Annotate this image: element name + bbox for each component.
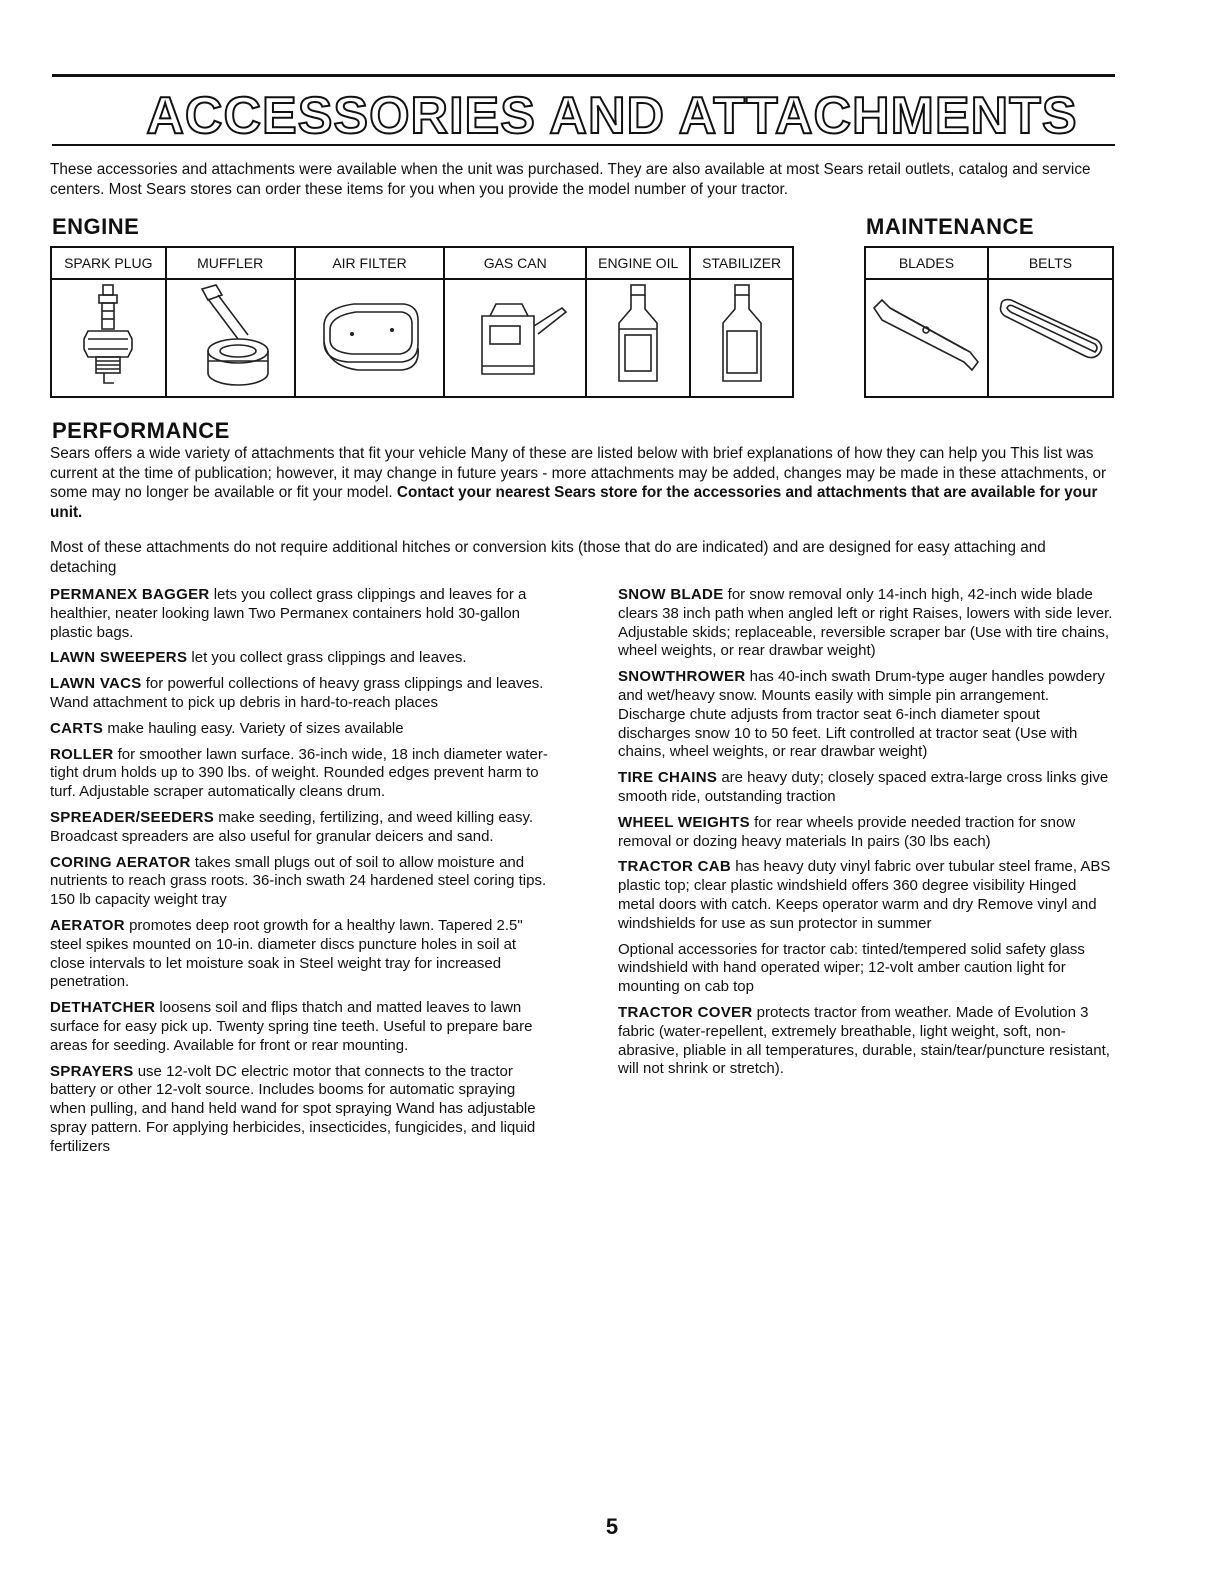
item-name: WHEEL WEIGHTS <box>618 813 750 831</box>
list-item <box>50 809 548 847</box>
list-item <box>618 814 1114 852</box>
spark-plug-cell <box>51 279 166 397</box>
item-name: SNOWTHROWER <box>618 668 746 686</box>
list-item <box>618 858 1114 933</box>
maintenance-heading: MAINTENANCE <box>866 214 1035 239</box>
item-name: SPREADER/SEEDERS <box>50 808 215 826</box>
item-name: ROLLER <box>50 745 114 763</box>
item-name: AERATOR <box>50 916 125 934</box>
item-text: takes small plugs out of soil to allow moisture and nutrients to reach grass roots. 36-inch swath 24 hardened steel coring tips. 150 lb capacity weight tray <box>50 853 547 909</box>
list-item <box>50 675 548 713</box>
air-filter-icon <box>312 286 428 386</box>
item-name: SPRAYERS <box>50 1062 134 1080</box>
list-item <box>50 999 548 1055</box>
item-name: SNOW BLADE <box>618 586 724 603</box>
performance-heading: PERFORMANCE <box>52 418 230 443</box>
item-text: has 40-inch swath Drum-type auger handles powdery and wet/heavy snow. Mounts easily with simple pin arrangement. Discharge chute adjusts from tractor seat 6-inch diameter spout discharges snow 10 to 50 feet. Lift controlled at tractor seat (Use with chains, wheel weights, or rear drawbar weight) <box>618 668 1105 761</box>
air-filter-cell <box>295 279 444 397</box>
belts-cell <box>988 279 1113 397</box>
engine-oil-icon <box>603 281 673 391</box>
item-text: make hauling easy. Variety of sizes available <box>107 719 404 737</box>
top-rule <box>52 74 1115 77</box>
list-item <box>618 941 1114 997</box>
blades-cell <box>865 279 988 397</box>
list-item <box>618 586 1114 661</box>
item-text: has heavy duty vinyl fabric over tubular steel frame, ABS plastic top; clear plastic windshield offers 360 degree visibility Hinged metal doors with catch. Keeps operator warm and dry Remove vinyl and windshields for use as sun protector in summer <box>618 858 1111 932</box>
item-name: LAWN SWEEPERS <box>50 649 188 667</box>
item-name: TRACTOR CAB <box>618 858 732 876</box>
item-text: use 12-volt DC electric motor that connects to the tractor battery or other 12-volt source. Includes booms for automatic spraying when pulling, and hand held wand for spot spraying Wand has adjustable spray pattern. For applying herbicides, insecticides, fungicides, and liquid fertilizers <box>50 1062 536 1155</box>
item-text: are heavy duty; closely spaced extra-large cross links give smooth ride, outstanding traction <box>618 769 1109 805</box>
right-column <box>618 586 1114 1086</box>
performance-intro <box>50 444 1114 522</box>
item-text: for rear wheels provide needed traction for snow removal or dozing heavy materials In pairs (30 lbs each) <box>618 813 1076 850</box>
item-text: let you collect grass clippings and leaves. <box>191 649 467 667</box>
page-number: 5 <box>605 1514 619 1539</box>
item-name: DETHATCHER <box>50 999 156 1017</box>
item-name: CORING AERATOR <box>50 853 191 871</box>
item-text: make seeding, fertilizing, and weed killing easy. Broadcast spreaders are also useful for granular deicers and sand. <box>50 808 534 845</box>
item-text: lets you collect grass clippings and leaves for a healthier, neater looking lawn Two Permanex containers hold 30-gallon plastic bags. <box>50 586 527 641</box>
stabilizer-cell <box>690 279 793 397</box>
item-text: loosens soil and flips thatch and matted leaves to lawn surface for easy pick up. Twenty spring tine teeth. Useful to prepare bare areas for seeding. Available for front or rear mounting. <box>50 999 533 1054</box>
item-name: CARTS <box>50 719 104 737</box>
item-text: promotes deep root growth for a healthy lawn. Tapered 2.5" steel spikes mounted on 10-in. diameter discs puncture holes in soil at close intervals to let moisture soak in Steel weight tray for increased penetration. <box>50 916 523 991</box>
engine-label-gas-can: GAS CAN <box>444 247 586 279</box>
gas-can-cell <box>444 279 586 397</box>
item-name: LAWN VACS <box>50 675 142 693</box>
muffler-cell <box>166 279 295 397</box>
stabilizer-icon <box>707 281 777 391</box>
list-item <box>50 746 548 802</box>
list-item <box>50 586 548 642</box>
list-item <box>618 668 1114 762</box>
engine-label-air-filter: AIR FILTER <box>295 247 444 279</box>
belt-icon <box>991 286 1109 386</box>
engine-label-engine-oil: ENGINE OIL <box>586 247 690 279</box>
blade-icon <box>868 286 984 386</box>
muffler-icon <box>180 281 280 391</box>
item-text: for smoother lawn surface. 36-inch wide, 18 inch diameter water-tight drum holds up to 390 lbs. of weight. Rounded edges prevent harm to turf. Adjustable scraper automatically cleans drum. <box>50 745 548 801</box>
performance-intro-bold: Contact your nearest Sears store for the accessories and attachments that are available for your unit. <box>50 484 1098 521</box>
list-item <box>50 1063 548 1157</box>
item-text: protects tractor from weather. Made of Evolution 3 fabric (water-repellent, extremely breathable, light weight, soft, non-abrasive, pliable in all temperatures, durable, stain/tear/puncture resistant, will not shrink or stretch). <box>618 1003 1110 1078</box>
intro-text: These accessories and attachments were available when the unit was purchased. They are also available at most Sears retail outlets, catalog and service centers. Most Sears stores can order these items for you when you provide the model number of your tractor. <box>50 161 1091 198</box>
engine-label-muffler: MUFFLER <box>166 247 295 279</box>
engine-label-stabilizer: STABILIZER <box>690 247 793 279</box>
list-item <box>50 720 548 739</box>
item-text: Optional accessories for tractor cab: tinted/tempered solid safety glass windshield with hand operated wiper; 12-volt amber caution light for mounting on cab top <box>618 940 1085 996</box>
item-name: TIRE CHAINS <box>618 769 718 787</box>
page-title: ACCESSORIES AND ATTACHMENTS <box>146 87 1078 145</box>
left-column <box>50 586 548 1164</box>
item-name: TRACTOR COVER <box>618 1003 753 1021</box>
engine-heading: ENGINE <box>52 214 140 239</box>
list-item <box>50 917 548 992</box>
list-item <box>618 769 1114 807</box>
spark-plug-icon <box>78 281 138 391</box>
performance-note: Most of these attachments do not require additional hitches or conversion kits (those that do are indicated) and are designed for easy attaching and detaching <box>50 539 1046 576</box>
item-name: PERMANEX BAGGER <box>50 586 210 603</box>
engine-table <box>50 246 794 398</box>
maintenance-label-belts: BELTS <box>988 247 1113 279</box>
performance-intro-text: Sears offers a wide variety of attachments that fit your vehicle Many of these are listed below with brief explanations of how they can help you This list was current at the time of publication; however, it may change in future years - more attachments may be added, changes may be made in these attachments, or some may no longer be available or fit your model. <box>50 445 1107 501</box>
item-text: for powerful collections of heavy grass clippings and leaves. Wand attachment to pick up debris in hard-to-reach places <box>50 675 544 711</box>
engine-label-spark-plug: SPARK PLUG <box>51 247 166 279</box>
item-text: for snow removal only 14-inch high, 42-inch wide blade clears 38 inch path when angled left or right Raises, lowers with side lever. Adjustable skids; replaceable, reversible scraper bar (Use with tire chains, wheel weights, or rear drawbar weight) <box>618 586 1113 660</box>
list-item <box>618 1004 1114 1079</box>
engine-oil-cell <box>586 279 690 397</box>
gas-can-icon <box>460 286 570 386</box>
list-item <box>50 649 548 668</box>
maintenance-label-blades: BLADES <box>865 247 988 279</box>
maintenance-table <box>864 246 1114 398</box>
list-item <box>50 854 548 910</box>
